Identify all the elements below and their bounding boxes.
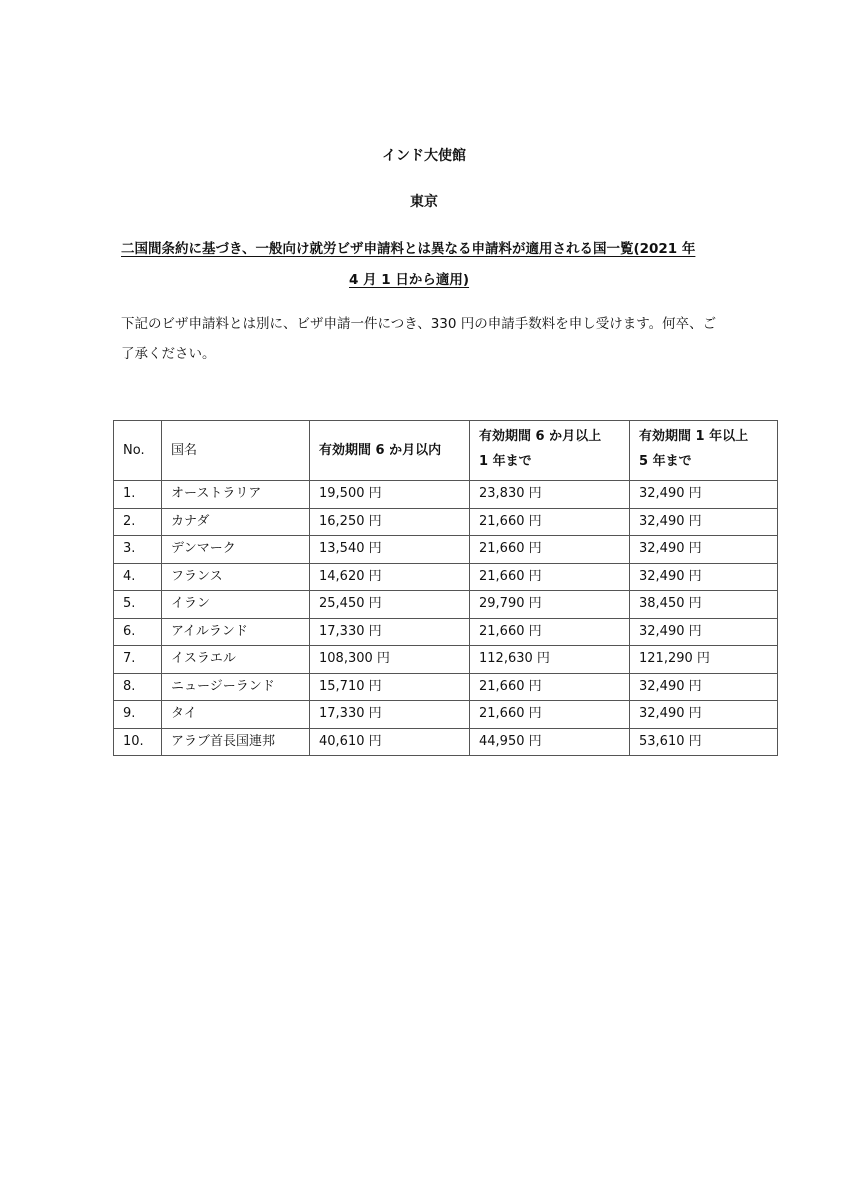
row-fee-1-to-5-years: 121,290 円 — [630, 646, 778, 674]
table-header-row — [114, 421, 778, 481]
row-fee-6-months-to-1-year: 23,830 円 — [470, 481, 630, 509]
row-fee-1-to-5-years: 32,490 円 — [630, 481, 778, 509]
city-name: 東京 — [410, 194, 438, 210]
row-country: イラン — [162, 591, 310, 619]
row-fee-6-months: 40,610 円 — [310, 728, 470, 756]
row-number: 9. — [114, 701, 162, 729]
row-number: 8. — [114, 673, 162, 701]
row-fee-1-to-5-years: 53,610 円 — [630, 728, 778, 756]
row-number: 2. — [114, 508, 162, 536]
row-fee-6-months-to-1-year: 29,790 円 — [470, 591, 630, 619]
header-validity-1y-5y-line-2: 5 年まで — [639, 454, 692, 469]
row-country: フランス — [162, 563, 310, 591]
row-fee-6-months: 13,540 円 — [310, 536, 470, 564]
row-fee-6-months-to-1-year: 21,660 円 — [470, 508, 630, 536]
row-fee-6-months-to-1-year: 21,660 円 — [470, 673, 630, 701]
row-fee-6-months: 16,250 円 — [310, 508, 470, 536]
table-row — [114, 591, 778, 619]
embassy-name: インド大使館 — [382, 148, 466, 164]
row-country: アラブ首長国連邦 — [162, 728, 310, 756]
row-fee-6-months: 15,710 円 — [310, 673, 470, 701]
table-row — [114, 481, 778, 509]
table-row — [114, 701, 778, 729]
row-fee-1-to-5-years: 32,490 円 — [630, 673, 778, 701]
header-validity-6m-1y-line-1: 有効期間 6 か月以上 — [479, 429, 602, 444]
row-fee-6-months-to-1-year: 21,660 円 — [470, 563, 630, 591]
row-country: アイルランド — [162, 618, 310, 646]
row-fee-6-months-to-1-year: 21,660 円 — [470, 618, 630, 646]
row-fee-1-to-5-years: 32,490 円 — [630, 563, 778, 591]
row-country: タイ — [162, 701, 310, 729]
row-fee-6-months: 19,500 円 — [310, 481, 470, 509]
row-fee-6-months-to-1-year: 44,950 円 — [470, 728, 630, 756]
row-fee-1-to-5-years: 32,490 円 — [630, 618, 778, 646]
row-number: 10. — [114, 728, 162, 756]
table-row — [114, 536, 778, 564]
row-fee-6-months: 25,450 円 — [310, 591, 470, 619]
row-country: オーストラリア — [162, 481, 310, 509]
row-fee-6-months: 17,330 円 — [310, 618, 470, 646]
header-validity-6m-1y-line-2: 1 年まで — [479, 454, 532, 469]
table-row — [114, 508, 778, 536]
row-fee-1-to-5-years: 32,490 円 — [630, 536, 778, 564]
table-row — [114, 618, 778, 646]
row-fee-6-months: 14,620 円 — [310, 563, 470, 591]
row-number: 3. — [114, 536, 162, 564]
heading-line-2: 4 月 1 日から適用) — [349, 272, 470, 288]
table-row — [114, 646, 778, 674]
row-country: イスラエル — [162, 646, 310, 674]
header-validity-6-months: 有効期間 6 か月以内 — [310, 421, 470, 481]
header-validity-1-to-5-years — [630, 421, 778, 481]
row-fee-6-months-to-1-year: 112,630 円 — [470, 646, 630, 674]
table-row — [114, 563, 778, 591]
note-line-2: 了承ください。 — [121, 346, 216, 362]
heading-line-1: 二国間条約に基づき、一般向け就労ビザ申請料とは異なる申請料が適用される国一覧(2021 年 — [121, 241, 696, 257]
table-row — [114, 673, 778, 701]
row-fee-1-to-5-years: 32,490 円 — [630, 701, 778, 729]
row-fee-6-months: 108,300 円 — [310, 646, 470, 674]
row-fee-6-months-to-1-year: 21,660 円 — [470, 701, 630, 729]
row-country: デンマーク — [162, 536, 310, 564]
header-validity-6-months-to-1-year — [470, 421, 630, 481]
row-fee-6-months-to-1-year: 21,660 円 — [470, 536, 630, 564]
header-country: 国名 — [162, 421, 310, 481]
visa-fee-table — [113, 420, 778, 756]
row-country: ニュージーランド — [162, 673, 310, 701]
row-fee-1-to-5-years: 32,490 円 — [630, 508, 778, 536]
header-validity-1y-5y-line-1: 有効期間 1 年以上 — [639, 429, 749, 444]
row-number: 5. — [114, 591, 162, 619]
row-number: 6. — [114, 618, 162, 646]
row-fee-6-months: 17,330 円 — [310, 701, 470, 729]
row-number: 1. — [114, 481, 162, 509]
table-row — [114, 728, 778, 756]
row-fee-1-to-5-years: 38,450 円 — [630, 591, 778, 619]
row-number: 4. — [114, 563, 162, 591]
row-number: 7. — [114, 646, 162, 674]
header-no: No. — [114, 421, 162, 481]
row-country: カナダ — [162, 508, 310, 536]
note-line-1: 下記のビザ申請料とは別に、ビザ申請一件につき、330 円の申請手数料を申し受けます。何卒、ご — [121, 316, 717, 332]
